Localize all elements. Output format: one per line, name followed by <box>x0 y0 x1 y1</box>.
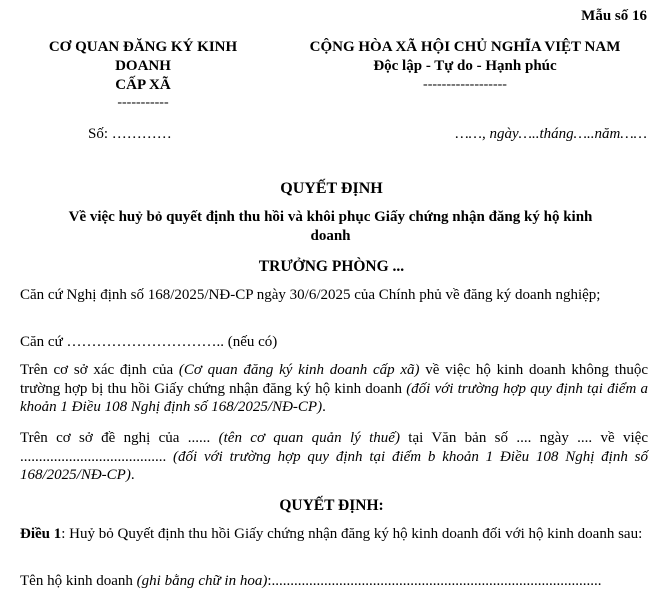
issuing-agency-line3: CẤP XÃ <box>115 77 171 93</box>
national-header-divider: ------------------ <box>423 77 507 92</box>
subtitle-line1: Về việc huỷ bỏ quyết định thu hồi và khôi phục Giấy chứng nhận đăng ký hộ kinh <box>68 209 593 225</box>
article-1-label: Điều 1 <box>20 526 62 542</box>
subtitle-line2: doanh <box>310 228 351 244</box>
decision-heading: QUYẾT ĐỊNH: <box>279 497 384 514</box>
basis-proposal <box>20 429 648 485</box>
basis-determination <box>20 361 648 417</box>
legal-basis-decree: Căn cứ Nghị định số 168/2025/NĐ-CP ngày 30/6/2025 của Chính phủ về đăng ký doanh nghiệp; <box>20 287 601 303</box>
issuing-agency-line2: DOANH <box>115 58 171 74</box>
national-header <box>270 38 660 76</box>
country-name: CỘNG HÒA XÃ HỘI CHỦ NGHĨA VIỆT NAM <box>309 39 621 55</box>
business-name-field <box>20 572 648 591</box>
legal-basis-other: Căn cứ ………………………….. (nếu có) <box>20 334 278 350</box>
basis-determination-agency-hint: (Cơ quan đăng ký kinh doanh cấp xã) <box>178 362 420 378</box>
article-1 <box>20 525 648 544</box>
national-motto: Độc lập - Tự do - Hạnh phúc <box>373 58 557 74</box>
basis-proposal-end: . <box>130 467 135 483</box>
business-name-hint: (ghi bằng chữ in hoa) <box>136 573 268 589</box>
basis-proposal-case-note: (đối với trường hợp quy định tại điểm b khoản 1 Điều 108 Nghị định số 168/2025/NĐ-CP) <box>20 448 648 483</box>
form-number: Mẫu số 16 <box>581 8 647 24</box>
document-number: Số: ………… <box>88 126 172 142</box>
business-name-blank: :........................................................................................ <box>267 573 602 589</box>
basis-determination-text1: Trên cơ sở xác định của <box>20 362 179 378</box>
basis-proposal-tax-agency-hint: (tên cơ quan quản lý thuế) <box>218 430 400 446</box>
article-1-text: : Huỷ bỏ Quyết định thu hồi Giấy chứng nhận đăng ký hộ kinh doanh đối với hộ kinh doanh sau: <box>61 526 643 542</box>
document-subtitle <box>18 208 643 246</box>
basis-proposal-text1: Trên cơ sở đề nghị của ...... <box>20 430 219 446</box>
issuing-agency-line1: CƠ QUAN ĐĂNG KÝ KINH <box>48 39 238 55</box>
issuing-agency-divider: ----------- <box>117 95 169 110</box>
issue-date: ……, ngày…..tháng…..năm…… <box>455 126 647 142</box>
authority-heading: TRƯỞNG PHÒNG ... <box>258 258 405 275</box>
basis-determination-end: . <box>322 399 326 415</box>
basis-proposal-text2: tại Văn bản số .... ngày .... về việc ....................................... <box>20 430 648 465</box>
business-name-label: Tên hộ kinh doanh <box>20 573 137 589</box>
basis-determination-case-note: (đối với trường hợp quy định tại điểm a khoản 1 Điều 108 Nghị định số 168/2025/NĐ-CP) <box>20 380 648 415</box>
basis-determination-text2: về việc hộ kinh doanh không thuộc trường hợp bị thu hồi Giấy chứng nhận đăng ký hộ kinh doanh <box>20 362 648 397</box>
issuing-agency <box>18 38 268 95</box>
document-title: QUYẾT ĐỊNH <box>280 180 383 197</box>
